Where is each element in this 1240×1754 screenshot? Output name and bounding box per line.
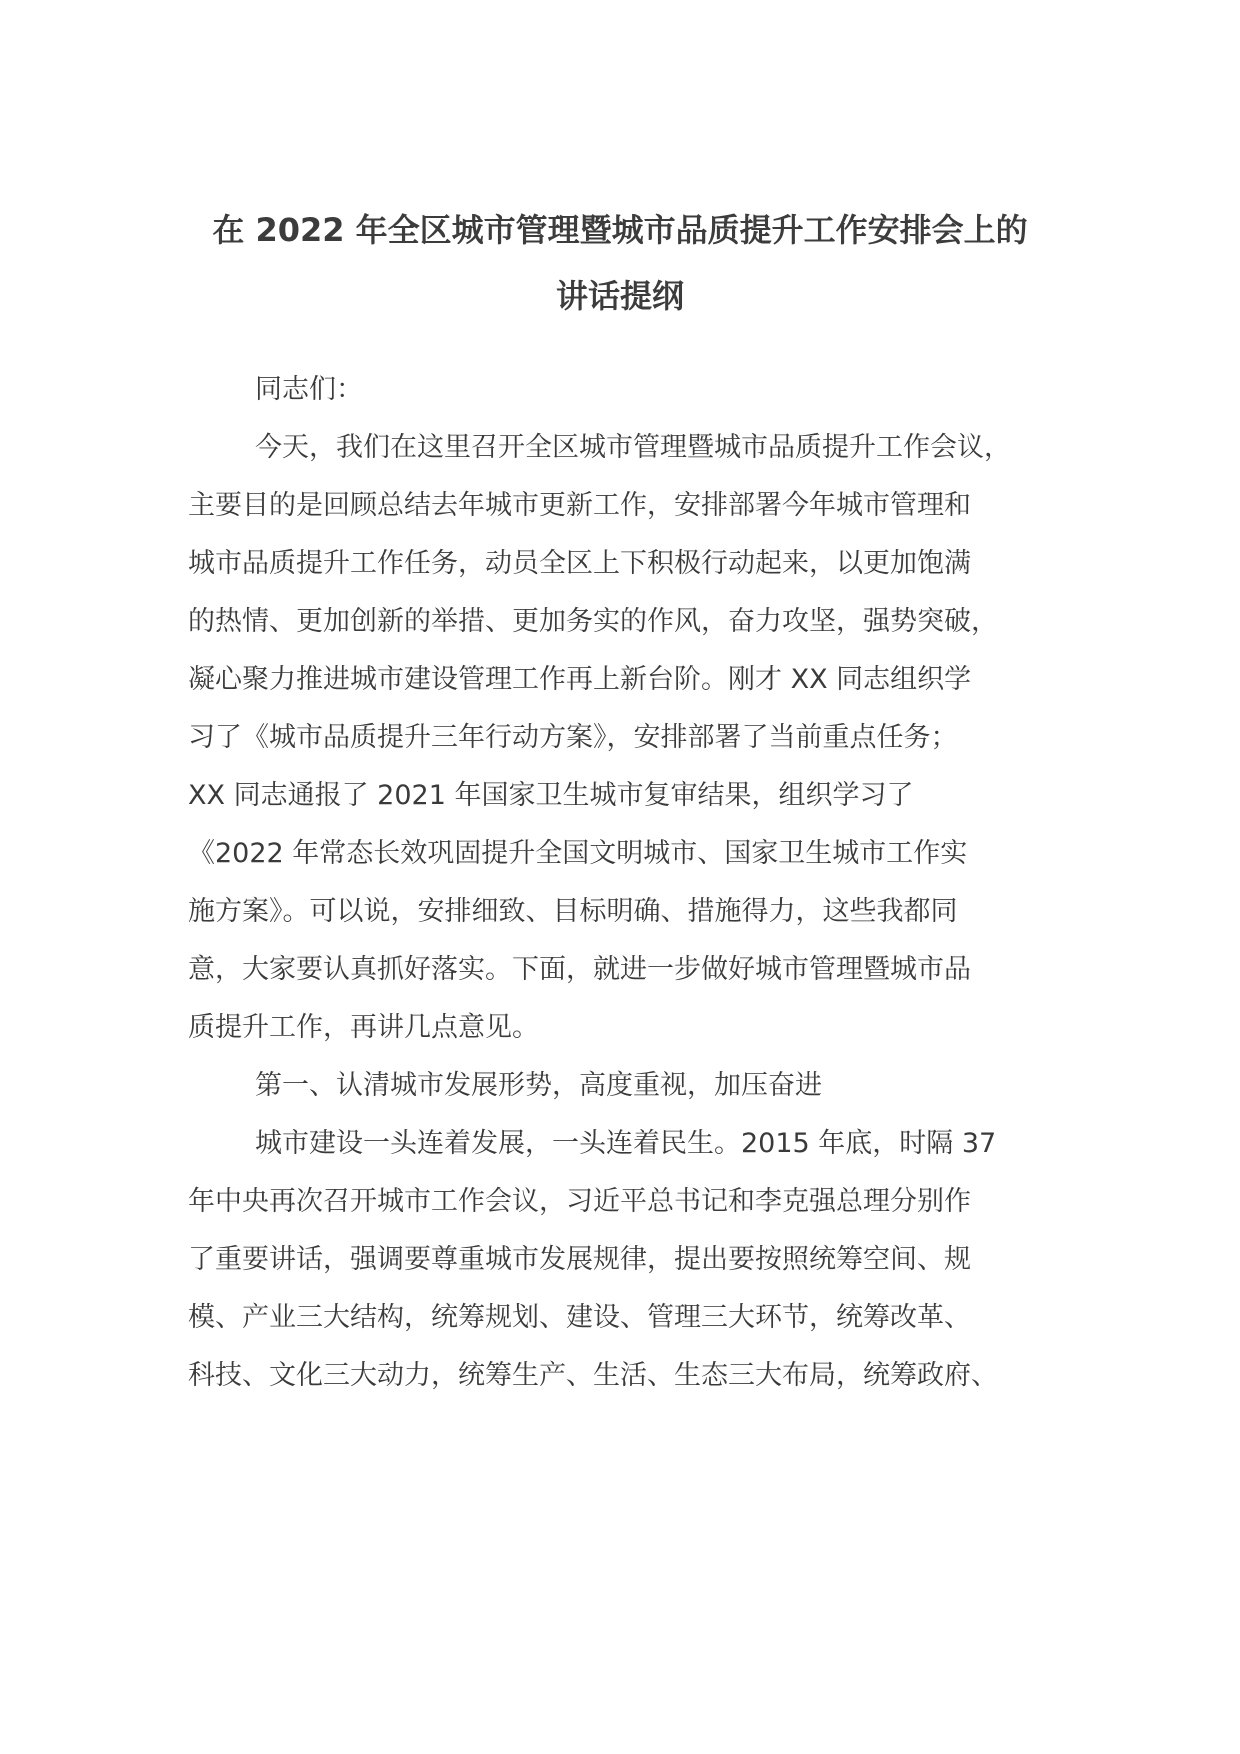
document-title-line-1: 在 2022 年全区城市管理暨城市品质提升工作安排会上的 xyxy=(212,211,1028,249)
body-line: 城市品质提升工作任务，动员全区上下积极行动起来，以更加饱满 xyxy=(188,548,971,579)
body-line: 习了《城市品质提升三年行动方案》，安排部署了当前重点任务； xyxy=(188,722,958,753)
body-line: 了重要讲话，强调要尊重城市发展规律，提出要按照统筹空间、规 xyxy=(188,1244,971,1275)
body-line: 的热情、更加创新的举措、更加务实的作风，奋力攻坚，强势突破， xyxy=(188,606,998,637)
section-heading: 第一、认清城市发展形势，高度重视，加压奋进 xyxy=(255,1070,822,1101)
body-line: 质提升工作，再讲几点意见。 xyxy=(188,1012,539,1043)
body-line: XX 同志通报了 2021 年国家卫生城市复审结果，组织学习了 xyxy=(188,780,914,811)
body-line: 年中央再次召开城市工作会议，习近平总书记和李克强总理分别作 xyxy=(188,1186,971,1217)
body-line: 科技、文化三大动力，统筹生产、生活、生态三大布局，统筹政府、 xyxy=(188,1360,998,1391)
body-line: 主要目的是回顾总结去年城市更新工作，安排部署今年城市管理和 xyxy=(188,490,971,521)
body-line: 城市建设一头连着发展，一头连着民生。2015 年底，时隔 37 xyxy=(255,1128,997,1159)
body-line: 施方案》。可以说，安排细致、目标明确、措施得力，这些我都同 xyxy=(188,896,958,927)
body-line: 意，大家要认真抓好落实。下面，就进一步做好城市管理暨城市品 xyxy=(188,954,971,985)
body-line: 今天，我们在这里召开全区城市管理暨城市品质提升工作会议， xyxy=(255,432,1011,463)
document-title-line-2: 讲话提纲 xyxy=(555,277,684,315)
body-line: 《2022 年常态长效巩固提升全国文明城市、国家卫生城市工作实 xyxy=(188,838,968,869)
body-line: 凝心聚力推进城市建设管理工作再上新台阶。刚才 XX 同志组织学 xyxy=(188,664,972,695)
body-line: 模、产业三大结构，统筹规划、建设、管理三大环节，统筹改革、 xyxy=(188,1302,971,1333)
salutation: 同志们： xyxy=(255,374,363,405)
